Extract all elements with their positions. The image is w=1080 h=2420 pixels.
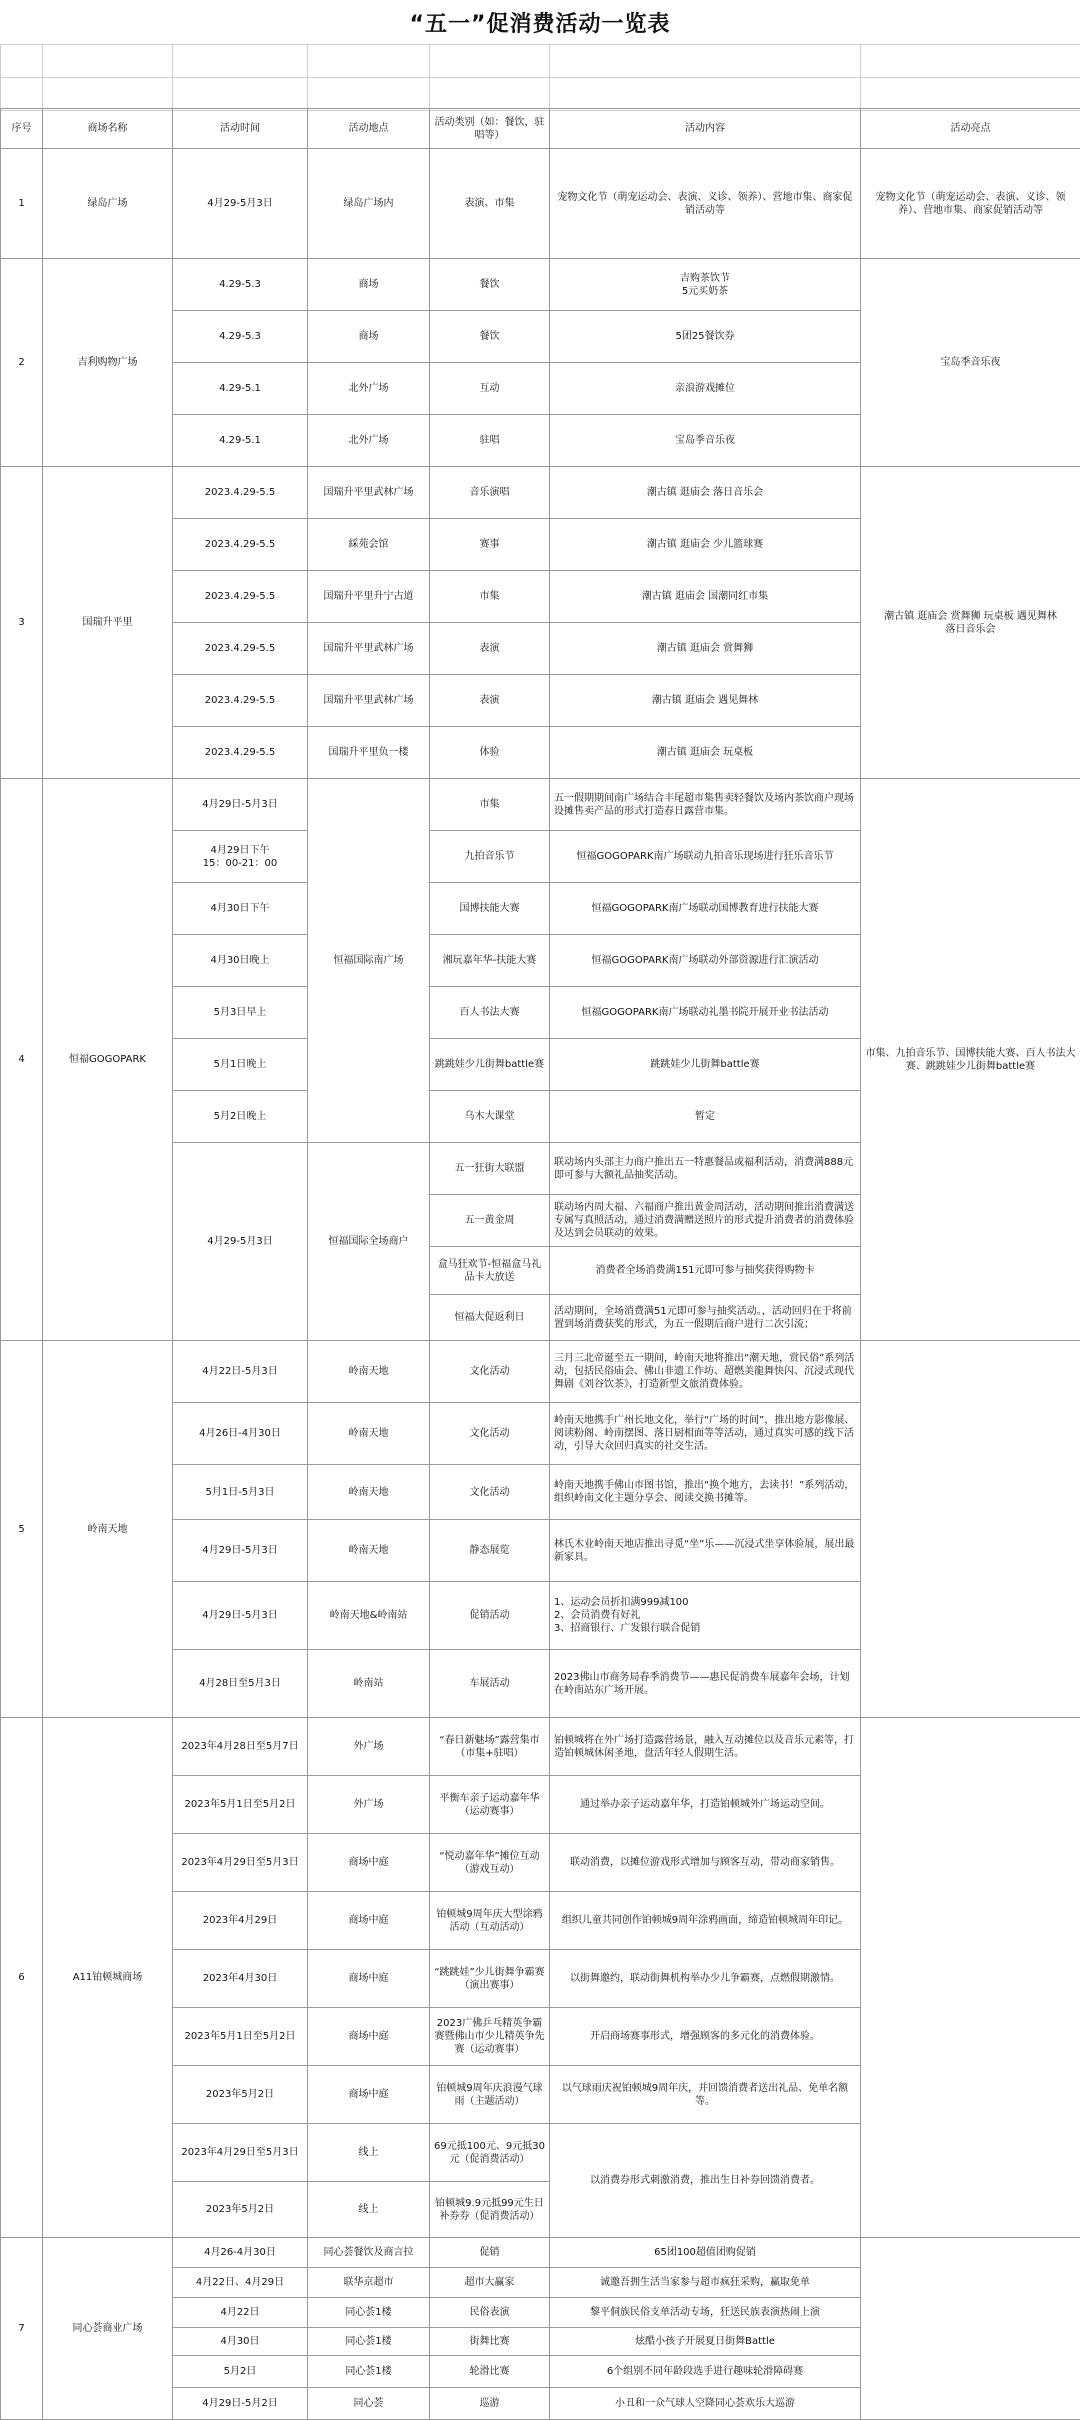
activity-place: 联华京超市	[308, 2268, 430, 2298]
activity-time: 2023.4.29-5.5	[173, 571, 308, 623]
activity-time: 4月30日晚上	[173, 935, 308, 987]
activity-type: 铂顿城9.9元抵99元生日补券券（促消费活动）	[430, 2182, 550, 2238]
activity-content: 恒福GOGOPARK南广场联动九拍音乐现场进行狂乐音乐节	[550, 831, 861, 883]
activity-time: 4月30日	[173, 2328, 308, 2356]
activity-time: 4月29日-5月3日	[173, 779, 308, 831]
activity-type: 文化活动	[430, 1403, 550, 1465]
activity-highlight: 宝岛季音乐夜	[861, 259, 1080, 467]
activity-type: 湘玩嘉年华-扶能大赛	[430, 935, 550, 987]
activity-type: 铂顿城9周年庆浪漫气球雨（主题活动）	[430, 2066, 550, 2124]
activity-content: 联动场内头部主力商户推出五一特惠餐品或福利活动，消费满888元即可参与大额礼品抽奖活动。	[550, 1143, 861, 1195]
activity-content: 诚邀吾拥生活当家参与超市疯狂采购，赢取免单	[550, 2268, 861, 2298]
activity-place: 岭南天地&岭南站	[308, 1582, 430, 1650]
activity-type: 乌木大课堂	[430, 1091, 550, 1143]
activity-type: 促销	[430, 2238, 550, 2268]
activity-type: 促销活动	[430, 1582, 550, 1650]
activity-type: 国博扶能大赛	[430, 883, 550, 935]
activity-content: 6个组别不同年龄段选手进行趣味轮滑障碍赛	[550, 2356, 861, 2388]
activity-content: 岭南天地携手佛山市图书馆，推出“换个地方，去读书！”系列活动，组织岭南文化主题分享会、阅读交换书摊等。	[550, 1465, 861, 1520]
activity-place: 商场中庭	[308, 1834, 430, 1892]
mall-name: 岭南天地	[43, 1341, 173, 1718]
activity-type: 静态展览	[430, 1520, 550, 1582]
activity-time: 4月22日-5月3日	[173, 1341, 308, 1403]
activity-type: 恒福大促返利日	[430, 1295, 550, 1341]
activity-time: 4月29日-5月3日	[173, 1520, 308, 1582]
activity-type: “悦动嘉年华”摊位互动（游戏互动）	[430, 1834, 550, 1892]
activity-type: 跳跳娃少儿街舞battle赛	[430, 1039, 550, 1091]
mall-name: 绿岛广场	[43, 149, 173, 259]
header-row	[1, 109, 1080, 149]
activity-type: 铂顿城9周年庆大型涂鸦活动（互动活动）	[430, 1892, 550, 1950]
activity-content: 恒福GOGOPARK南广场联动外部资源进行汇演活动	[550, 935, 861, 987]
activity-time: 4月29日下午 15：00-21：00	[173, 831, 308, 883]
table-row	[1, 2238, 1080, 2268]
activity-content: 联动消费，以摊位游戏形式增加与顾客互动，带动商家销售。	[550, 1834, 861, 1892]
activity-time: 2023年4月30日	[173, 1950, 308, 2008]
activity-place: 同心荟1楼	[308, 2328, 430, 2356]
activity-place: 岭南天地	[308, 1465, 430, 1520]
activity-time: 4月28日至5月3日	[173, 1650, 308, 1718]
activity-time: 2023.4.29-5.5	[173, 519, 308, 571]
activity-time: 4月26-4月30日	[173, 2238, 308, 2268]
column-header-5: 活动内容	[550, 109, 861, 149]
activity-type: 百人书法大赛	[430, 987, 550, 1039]
mall-name: A11铂顿城商场	[43, 1718, 173, 2238]
activity-type: 2023广佛乒乓精英争霸赛暨佛山市少儿精英争先赛（运动赛事）	[430, 2008, 550, 2066]
column-header-6: 活动亮点	[861, 109, 1080, 149]
activity-time: 4月29-5月3日	[173, 1143, 308, 1341]
activity-content: 跳跳娃少儿街舞battle赛	[550, 1039, 861, 1091]
column-header-1: 商场名称	[43, 109, 173, 149]
activity-time: 5月2日	[173, 2356, 308, 2388]
activity-place: 商场中庭	[308, 1950, 430, 2008]
activity-place: 商场中庭	[308, 1892, 430, 1950]
activity-time: 2023年5月1日至5月2日	[173, 1776, 308, 1834]
activity-time: 2023.4.29-5.5	[173, 675, 308, 727]
activity-place: 商场	[308, 259, 430, 311]
activity-type: 平衡车亲子运动嘉年华（运动赛事）	[430, 1776, 550, 1834]
row-number: 1	[1, 149, 43, 259]
activity-place: 线上	[308, 2124, 430, 2182]
column-header-3: 活动地点	[308, 109, 430, 149]
activity-place: 同心荟	[308, 2388, 430, 2420]
activity-table	[0, 108, 1080, 2420]
activity-place: 岭南天地	[308, 1520, 430, 1582]
activity-time: 2023.4.29-5.5	[173, 727, 308, 779]
activity-type: 表演	[430, 623, 550, 675]
activity-time: 2023年4月29日至5月3日	[173, 2124, 308, 2182]
activity-time: 2023年5月2日	[173, 2182, 308, 2238]
activity-content: 65团100超值团购促销	[550, 2238, 861, 2268]
activity-highlight	[861, 2238, 1080, 2420]
activity-time: 2023年5月1日至5月2日	[173, 2008, 308, 2066]
activity-place: 国瑞升平里武林广场	[308, 675, 430, 727]
activity-place: 綵苑会馆	[308, 519, 430, 571]
activity-highlight	[861, 1341, 1080, 1718]
activity-place: 国瑞升平里武林广场	[308, 623, 430, 675]
activity-content: 亲浪游戏摊位	[550, 363, 861, 415]
activity-time: 2023.4.29-5.5	[173, 623, 308, 675]
activity-content: 5团25餐饮券	[550, 311, 861, 363]
activity-type: “春日新魅场”露营集市（市集+驻唱）	[430, 1718, 550, 1776]
activity-type: 餐饮	[430, 259, 550, 311]
activity-time: 4月29日-5月2日	[173, 2388, 308, 2420]
activity-type: 轮滑比赛	[430, 2356, 550, 2388]
activity-time: 2023年5月2日	[173, 2066, 308, 2124]
row-number: 3	[1, 467, 43, 779]
row-number: 6	[1, 1718, 43, 2238]
activity-place: 商场中庭	[308, 2066, 430, 2124]
activity-time: 5月1日晚上	[173, 1039, 308, 1091]
activity-place: 外广场	[308, 1776, 430, 1834]
activity-content: 潮古镇 逛庙会 玩桌板	[550, 727, 861, 779]
activity-time: 4月22日、4月29日	[173, 2268, 308, 2298]
activity-time: 5月3日早上	[173, 987, 308, 1039]
activity-content: 潮古镇 逛庙会 国潮同红市集	[550, 571, 861, 623]
column-header-4: 活动类别（如：餐饮，驻唱等）	[430, 109, 550, 149]
activity-content: 潮古镇 逛庙会 落日音乐会	[550, 467, 861, 519]
activity-time: 2023年4月29日	[173, 1892, 308, 1950]
activity-content: 1、运动会员折扣满999减100 2、会员消费有好礼 3、招商银行、广发银行联合促销	[550, 1582, 861, 1650]
blank-rows	[0, 44, 1080, 111]
activity-time: 5月1日-5月3日	[173, 1465, 308, 1520]
activity-content: 五一假期期间南广场结合丰尾超市集售卖轻餐饮及场内茶饮商户现场设摊售卖产品的形式打造春日露营市集。	[550, 779, 861, 831]
activity-highlight: 宠物文化节（萌宠运动会、表演、义诊、领养）、营地市集、商家促销活动等	[861, 149, 1080, 259]
activity-type: 餐饮	[430, 311, 550, 363]
table-row	[1, 779, 1080, 831]
activity-content: 活动期间，全场消费满51元即可参与抽奖活动。，活动回归在于将前置到场消费获奖的形式，为五一假期后商户进行二次引流；	[550, 1295, 861, 1341]
activity-type: 市集	[430, 571, 550, 623]
activity-place: 国瑞升平里武林广场	[308, 467, 430, 519]
activity-content: 联动场内周大福、六福商户推出黄金周活动，活动期间推出消费满送专属写真照活动，通过消费满赠送照片的形式提升消费者的消费体验及达到会员联动的效果。	[550, 1195, 861, 1247]
activity-content: 潮古镇 逛庙会 赏舞狮	[550, 623, 861, 675]
activity-time: 5月2日晚上	[173, 1091, 308, 1143]
activity-place: 恒福国际南广场	[308, 779, 430, 1143]
activity-content: 开启商场赛事形式，增强顾客的多元化的消费体验。	[550, 2008, 861, 2066]
activity-type: “跳跳娃”少儿街舞争霸赛（演出赛事）	[430, 1950, 550, 2008]
activity-content: 组织儿童共同创作铂顿城9周年涂鸦画面，缔造铂顿城周年印记。	[550, 1892, 861, 1950]
row-number: 2	[1, 259, 43, 467]
activity-place: 国瑞升平里升宁古道	[308, 571, 430, 623]
row-number: 7	[1, 2238, 43, 2420]
activity-content: 吉购茶饮节 5元买奶茶	[550, 259, 861, 311]
activity-place: 外广场	[308, 1718, 430, 1776]
activity-highlight: 市集、九拍音乐节、国博扶能大赛、百人书法大赛、跳跳娃少儿街舞battle赛	[861, 779, 1080, 1341]
activity-time: 4月29-5月3日	[173, 149, 308, 259]
activity-type: 音乐演唱	[430, 467, 550, 519]
activity-content: 通过举办亲子运动嘉年华，打造铂顿城外广场运动空间。	[550, 1776, 861, 1834]
activity-place: 同心荟1楼	[308, 2356, 430, 2388]
activity-time: 4月26日-4月30日	[173, 1403, 308, 1465]
mall-name: 吉利购物广场	[43, 259, 173, 467]
activity-content: 以街舞邀约，联动街舞机构举办少儿争霸赛，点燃假期激情。	[550, 1950, 861, 2008]
activity-type: 五一黄金周	[430, 1195, 550, 1247]
activity-place: 岭南天地	[308, 1403, 430, 1465]
activity-time: 4月22日	[173, 2298, 308, 2328]
activity-type: 赛事	[430, 519, 550, 571]
table-row	[1, 259, 1080, 311]
activity-type: 巡游	[430, 2388, 550, 2420]
activity-place: 商场	[308, 311, 430, 363]
activity-place: 同心荟1楼	[308, 2298, 430, 2328]
activity-type: 互动	[430, 363, 550, 415]
activity-time: 4.29-5.3	[173, 311, 308, 363]
activity-place: 北外广场	[308, 415, 430, 467]
activity-time: 2023年4月29日至5月3日	[173, 1834, 308, 1892]
activity-highlight: 潮古镇 逛庙会 赏舞狮 玩桌板 遇见舞林 落日音乐会	[861, 467, 1080, 779]
activity-time: 4.29-5.1	[173, 363, 308, 415]
activity-place: 岭南天地	[308, 1341, 430, 1403]
activity-type: 69元抵100元、9元抵30元（促消费活动）	[430, 2124, 550, 2182]
activity-type: 街舞比赛	[430, 2328, 550, 2356]
activity-type: 超市大赢家	[430, 2268, 550, 2298]
activity-time: 4.29-5.1	[173, 415, 308, 467]
row-number: 5	[1, 1341, 43, 1718]
activity-content: 以气球雨庆祝铂顿城9周年庆，并回馈消费者送出礼品、免单名额等。	[550, 2066, 861, 2124]
activity-content: 以消费券形式刺激消费，推出生日补券回馈消费者。	[550, 2124, 861, 2238]
activity-content: 林氏木业岭南天地店推出寻觅“坐”乐——沉浸式坐享体验展，展出最新家具。	[550, 1520, 861, 1582]
mall-name: 同心荟商业广场	[43, 2238, 173, 2420]
activity-type: 驻唱	[430, 415, 550, 467]
activity-place: 北外广场	[308, 363, 430, 415]
activity-content: 暂定	[550, 1091, 861, 1143]
activity-content: 岭南天地携手广州长地文化，举行“广场的时间”，推出地方影像展、阅读粉阁、岭南摆图、落日厨相面等等活动，通过真实可感的线下活动，引导大众回归真实的社交生活。	[550, 1403, 861, 1465]
activity-content: 消费者全场消费满151元即可参与抽奖获得购物卡	[550, 1247, 861, 1295]
activity-type: 车展活动	[430, 1650, 550, 1718]
activity-place: 线上	[308, 2182, 430, 2238]
activity-time: 4月29日-5月3日	[173, 1582, 308, 1650]
activity-type: 表演	[430, 675, 550, 727]
activity-content: 2023佛山市商务局春季消费节——惠民促消费车展嘉年会场，计划在岭南站东广场开展。	[550, 1650, 861, 1718]
activity-place: 岭南站	[308, 1650, 430, 1718]
activity-content: 炫酷小孩子开展夏日街舞Battle	[550, 2328, 861, 2356]
activity-content: 潮古镇 逛庙会 少儿篮球赛	[550, 519, 861, 571]
activity-type: 文化活动	[430, 1341, 550, 1403]
activity-type: 市集	[430, 779, 550, 831]
mall-name: 国瑞升平里	[43, 467, 173, 779]
activity-type: 盒马狂欢节-恒福盒马礼品卡大放送	[430, 1247, 550, 1295]
activity-content: 黎平侗族民俗支单活动专场，狂送民族表演热闹上演	[550, 2298, 861, 2328]
table-row	[1, 1341, 1080, 1403]
activity-time: 4月30日下午	[173, 883, 308, 935]
activity-content: 恒福GOGOPARK南广场联动礼墨书院开展开业书法活动	[550, 987, 861, 1039]
table-row	[1, 1718, 1080, 1776]
activity-place: 绿岛广场内	[308, 149, 430, 259]
activity-place: 同心荟餐饮及商言拉	[308, 2238, 430, 2268]
mall-name: 恒福GOGOPARK	[43, 779, 173, 1341]
activity-time: 4.29-5.3	[173, 259, 308, 311]
activity-highlight	[861, 1718, 1080, 2238]
activity-place: 恒福国际全场商户	[308, 1143, 430, 1341]
activity-time: 2023年4月28日至5月7日	[173, 1718, 308, 1776]
activity-place: 国瑞升平里负一楼	[308, 727, 430, 779]
activity-time: 2023.4.29-5.5	[173, 467, 308, 519]
column-header-0: 序号	[1, 109, 43, 149]
activity-type: 民俗表演	[430, 2298, 550, 2328]
table-row	[1, 467, 1080, 519]
activity-content: 铂顿城将在外广场打造露营场景，融入互动摊位以及音乐元素等，打造铂顿城休闲圣地，盘活年轻人假期生活。	[550, 1718, 861, 1776]
activity-content: 宝岛季音乐夜	[550, 415, 861, 467]
activity-content: 三月三北帝诞至五一期间，岭南天地将推出“潮天地，赏民俗”系列活动，包括民俗庙会、佛山非遗工作坊、超燃美龍舞快闪、沉浸式现代舞剧《刘谷饮茶》，打造新型文旅消费体验。	[550, 1341, 861, 1403]
page-title: “五一”促消费活动一览表	[0, 0, 1080, 44]
column-header-2: 活动时间	[173, 109, 308, 149]
activity-type: 文化活动	[430, 1465, 550, 1520]
activity-place: 商场中庭	[308, 2008, 430, 2066]
activity-content: 小丑和一众气球人空降同心荟欢乐大巡游	[550, 2388, 861, 2420]
activity-type: 体验	[430, 727, 550, 779]
table-row	[1, 149, 1080, 259]
activity-content: 潮古镇 逛庙会 遇见舞林	[550, 675, 861, 727]
activity-type: 九拍音乐节	[430, 831, 550, 883]
activity-type: 五一狂街大联盟	[430, 1143, 550, 1195]
activity-content: 恒福GOGOPARK南广场联动国博教育进行扶能大赛	[550, 883, 861, 935]
row-number: 4	[1, 779, 43, 1341]
activity-type: 表演、市集	[430, 149, 550, 259]
activity-content: 宠物文化节（萌宠运动会、表演、义诊、领养）、营地市集、商家促销活动等	[550, 149, 861, 259]
